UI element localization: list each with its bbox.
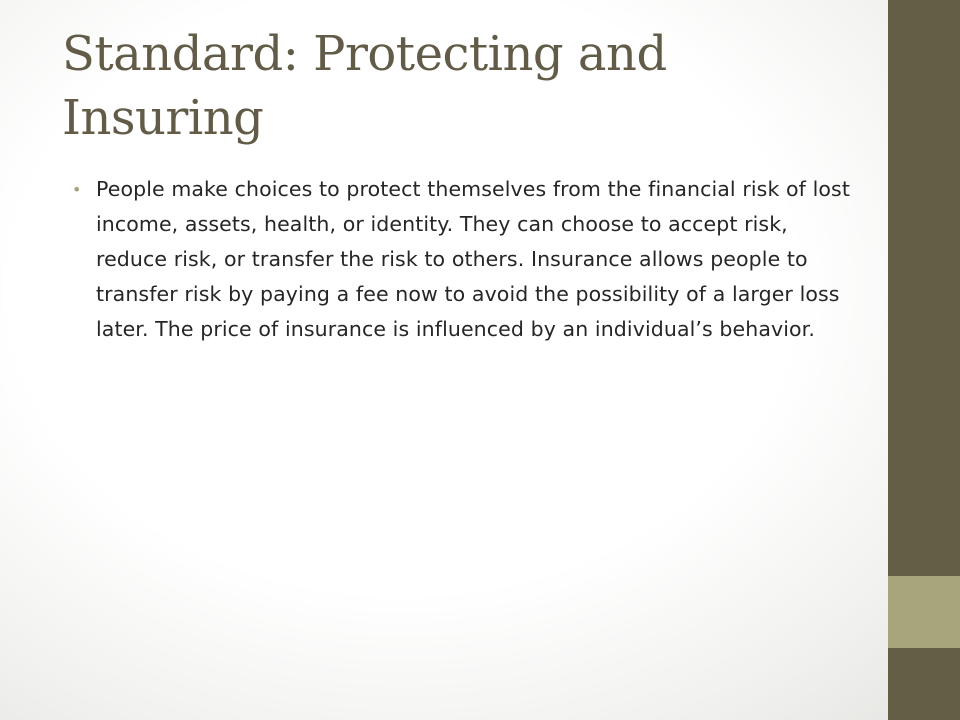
bullet-marker-icon: • — [72, 180, 82, 199]
bullet-text: People make choices to protect themselves from the financial risk of lost income, assets, health, or identity. They can choose to accept risk, reduce risk, or transfer the risk to others. Insurance allows people to transfer risk by paying a fee now to avoid the possibility of a larger loss later. The price of insurance is influenced by an individual’s behavior. — [96, 177, 850, 341]
bullet-item — [72, 172, 862, 347]
bullet-list — [72, 172, 862, 347]
side-bar-accent — [888, 576, 960, 648]
side-bar-bottom — [888, 648, 960, 720]
side-bar-top — [888, 0, 960, 576]
slide-title: Standard: Protecting and Insuring — [62, 26, 667, 146]
